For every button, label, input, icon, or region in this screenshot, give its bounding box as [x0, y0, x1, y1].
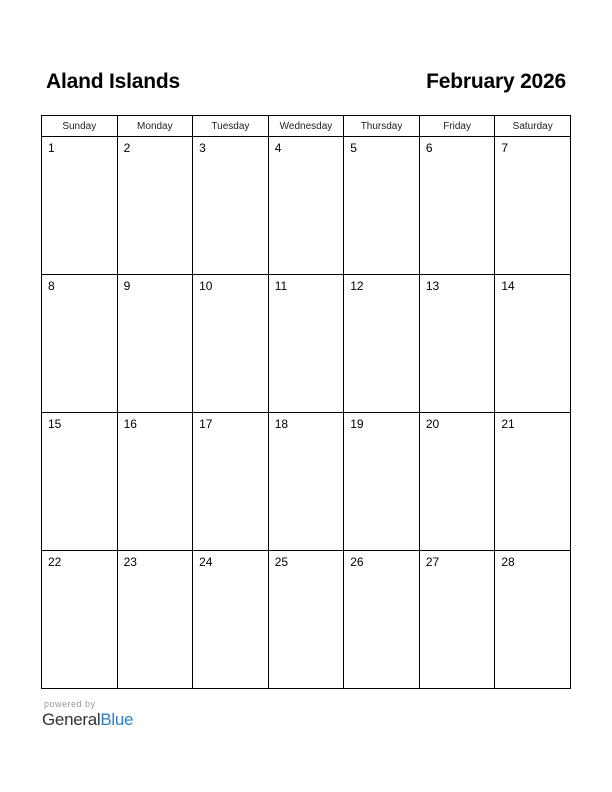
- day-cell: [193, 275, 269, 413]
- day-number: 23: [123, 555, 137, 569]
- day-cell: [42, 551, 118, 689]
- weekday-friday: Friday: [419, 116, 495, 137]
- weekday-saturday: Saturday: [495, 116, 571, 137]
- day-number: 2: [123, 141, 131, 155]
- day-number: 18: [274, 417, 289, 431]
- day-number: 21: [501, 417, 515, 431]
- day-number: 7: [501, 141, 509, 155]
- day-number: 20: [425, 417, 440, 431]
- day-cell: [193, 413, 269, 551]
- day-cell: [419, 551, 495, 689]
- day-number: 9: [123, 279, 131, 293]
- day-cell: [495, 275, 571, 413]
- day-cell: [117, 413, 193, 551]
- day-number: 4: [274, 141, 282, 155]
- day-cell: [193, 137, 269, 275]
- day-cell: [419, 413, 495, 551]
- day-cell: [42, 137, 118, 275]
- day-number: 17: [199, 417, 213, 431]
- day-number: 19: [350, 417, 364, 431]
- day-cell: [268, 275, 344, 413]
- day-cell: [344, 413, 420, 551]
- day-number: 3: [199, 141, 206, 155]
- day-number: 10: [199, 279, 213, 293]
- day-number: 1: [48, 141, 55, 155]
- day-cell: [42, 413, 118, 551]
- day-cell: [495, 551, 571, 689]
- day-cell: [344, 275, 420, 413]
- week-row: [42, 137, 571, 275]
- day-cell: [268, 413, 344, 551]
- day-cell: [495, 413, 571, 551]
- week-row: [42, 275, 571, 413]
- generalblue-logo[interactable]: [42, 710, 133, 730]
- weekday-thursday: Thursday: [344, 116, 420, 137]
- weekday-tuesday: Tuesday: [193, 116, 269, 137]
- day-cell: [419, 275, 495, 413]
- calendar-grid: [41, 115, 571, 689]
- powered-by-label: powered by: [44, 699, 96, 709]
- day-number: 12: [350, 279, 364, 293]
- day-cell: [42, 275, 118, 413]
- day-cell: [117, 551, 193, 689]
- brand-general-text: General: [42, 710, 101, 729]
- day-number: 5: [350, 141, 357, 155]
- day-cell: [419, 137, 495, 275]
- weekday-monday: Monday: [117, 116, 193, 137]
- day-cell: [117, 275, 193, 413]
- day-number: 25: [274, 555, 289, 569]
- day-number: 15: [48, 417, 62, 431]
- day-cell: [344, 551, 420, 689]
- day-number: 13: [425, 279, 440, 293]
- day-number: 6: [425, 141, 433, 155]
- day-number: 22: [48, 555, 62, 569]
- day-number: 24: [199, 555, 213, 569]
- day-cell: [268, 137, 344, 275]
- week-row: [42, 413, 571, 551]
- day-number: 16: [123, 417, 137, 431]
- day-number: 26: [350, 555, 364, 569]
- brand-blue-text: Blue: [100, 710, 134, 729]
- week-row: [42, 551, 571, 689]
- calendar-month-title: February 2026: [426, 70, 566, 93]
- calendar-region-title: Aland Islands: [46, 70, 180, 93]
- weekday-sunday: Sunday: [42, 116, 118, 137]
- day-number: 28: [501, 555, 515, 569]
- weekday-header-row: [42, 116, 571, 137]
- weekday-wednesday: Wednesday: [268, 116, 344, 137]
- day-number: 11: [274, 279, 288, 293]
- day-number: 27: [425, 555, 440, 569]
- day-number: 8: [48, 279, 55, 293]
- day-cell: [268, 551, 344, 689]
- day-cell: [117, 137, 193, 275]
- day-cell: [193, 551, 269, 689]
- day-cell: [344, 137, 420, 275]
- day-cell: [495, 137, 571, 275]
- day-number: 14: [501, 279, 515, 293]
